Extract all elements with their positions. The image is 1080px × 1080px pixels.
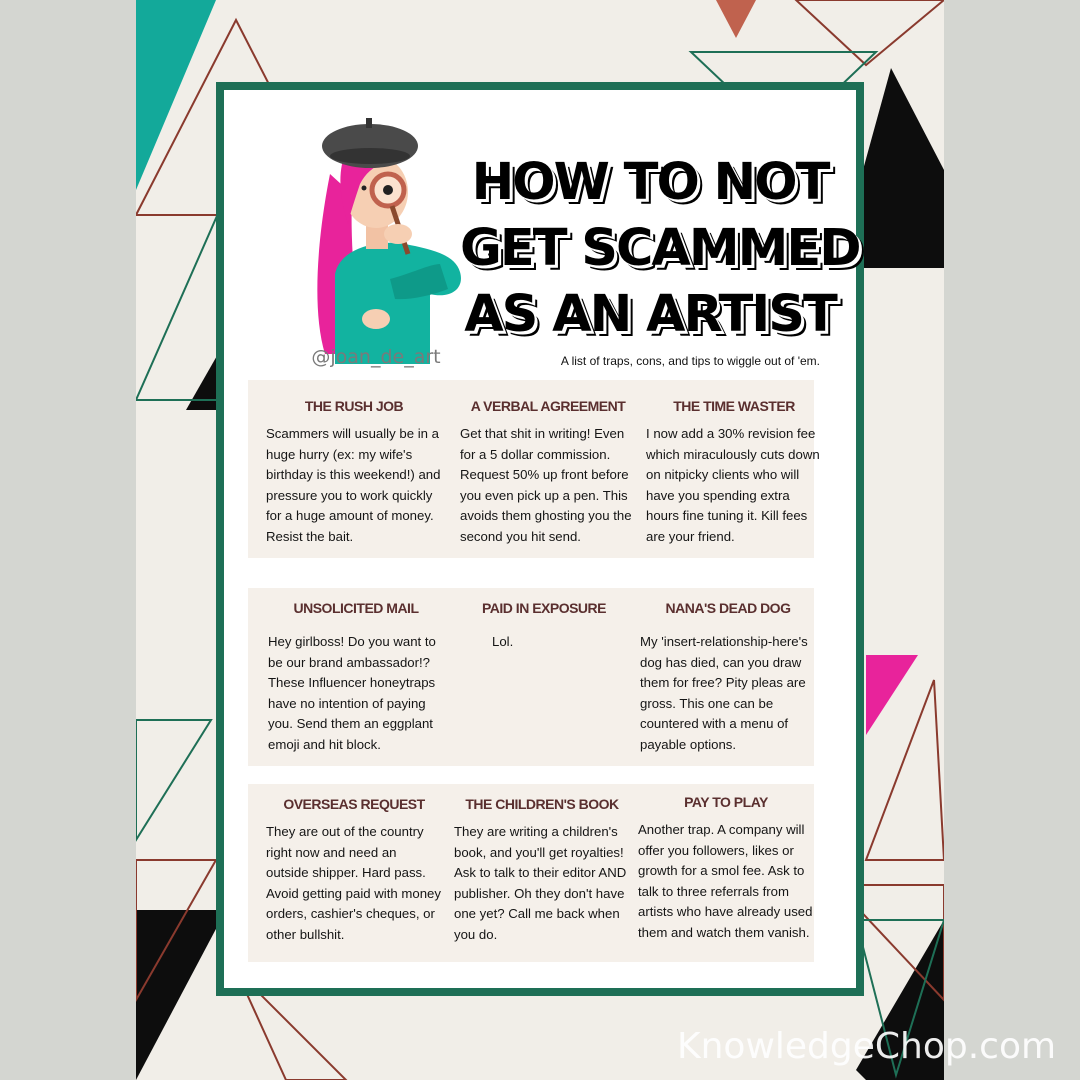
artist-illustration (280, 104, 480, 364)
tip-title: PAY TO PLAY (684, 794, 768, 810)
rust-triangle (716, 0, 756, 38)
watermark: KnowledgeChop.com (677, 1026, 1057, 1067)
subtitle: A list of traps, cons, and tips to wiggle out of 'em. (560, 354, 820, 368)
tip-title: THE TIME WASTER (673, 398, 795, 414)
tip-title: THE RUSH JOB (304, 398, 404, 414)
title-line: HOW TO NOT (471, 153, 829, 212)
tip-title: PAID IN EXPOSURE (482, 600, 606, 616)
tip-body: Hey girlboss! Do you want to be our brand ambassador!? These Influencer honeytraps have no intention of paying you. Send them an eggplant emoji and hit block. (268, 634, 436, 752)
tips-row-3 (248, 784, 814, 962)
title-line: AS AN ARTIST (464, 285, 836, 344)
tip-title: OVERSEAS REQUEST (283, 796, 425, 812)
tip-body: They are out of the country right now and need an outside shipper. Hard pass. Avoid getting paid with money orders, cashier's cheques, or other bullshit. (266, 824, 441, 942)
pink-triangle (866, 655, 918, 735)
tip-body: Another trap. A company will offer you followers, likes or growth for a smol fee. Ask to talk to three referrals from artists who have already used them and watch them vanish. (638, 822, 813, 940)
tip-body: Scammers will usually be in a huge hurry (ex: my wife's birthday is this weekend!) and pressure you to work quickly for a huge amount of money. Resist the bait. (266, 426, 441, 544)
tip-title: NANA'S DEAD DOG (665, 600, 791, 616)
poster (136, 0, 944, 1080)
teal-triangle (136, 0, 216, 190)
tip-body: They are writing a children's book, and you'll get royalties! Ask to talk to their editor AND publisher. Oh they don't have one yet? Call me back when you do. (454, 824, 627, 942)
page-title (460, 150, 860, 348)
tips-row-1 (248, 380, 820, 558)
tips-row-2 (248, 588, 814, 766)
tip-title: A VERBAL AGREEMENT (470, 398, 626, 414)
artist-handle: @joan_de_art (311, 346, 441, 368)
black-block-bottom-left (136, 910, 226, 1080)
tip-body: My 'insert-relationship-here's dog has died, can you draw them for free? Pity pleas are gross. This one can be countered with a menu of payable options. (640, 634, 808, 752)
title-line: GET SCAMMED (460, 219, 860, 278)
tip-title: UNSOLICITED MAIL (293, 600, 419, 616)
tip-title: THE CHILDREN'S BOOK (465, 796, 619, 812)
infographic-card (216, 82, 864, 996)
tip-body: I now add a 30% revision fee which miraculously cuts down on nitpicky clients who will have you spending extra hours fine tuning it. Kill fees are your friend. (646, 426, 820, 544)
tip-body: Lol. (492, 634, 514, 649)
tip-body: Get that shit in writing! Even for a 5 dollar commission. Request 50% up front before you even pick up a pen. This avoids them ghosting you the second you hit send. (460, 426, 632, 544)
